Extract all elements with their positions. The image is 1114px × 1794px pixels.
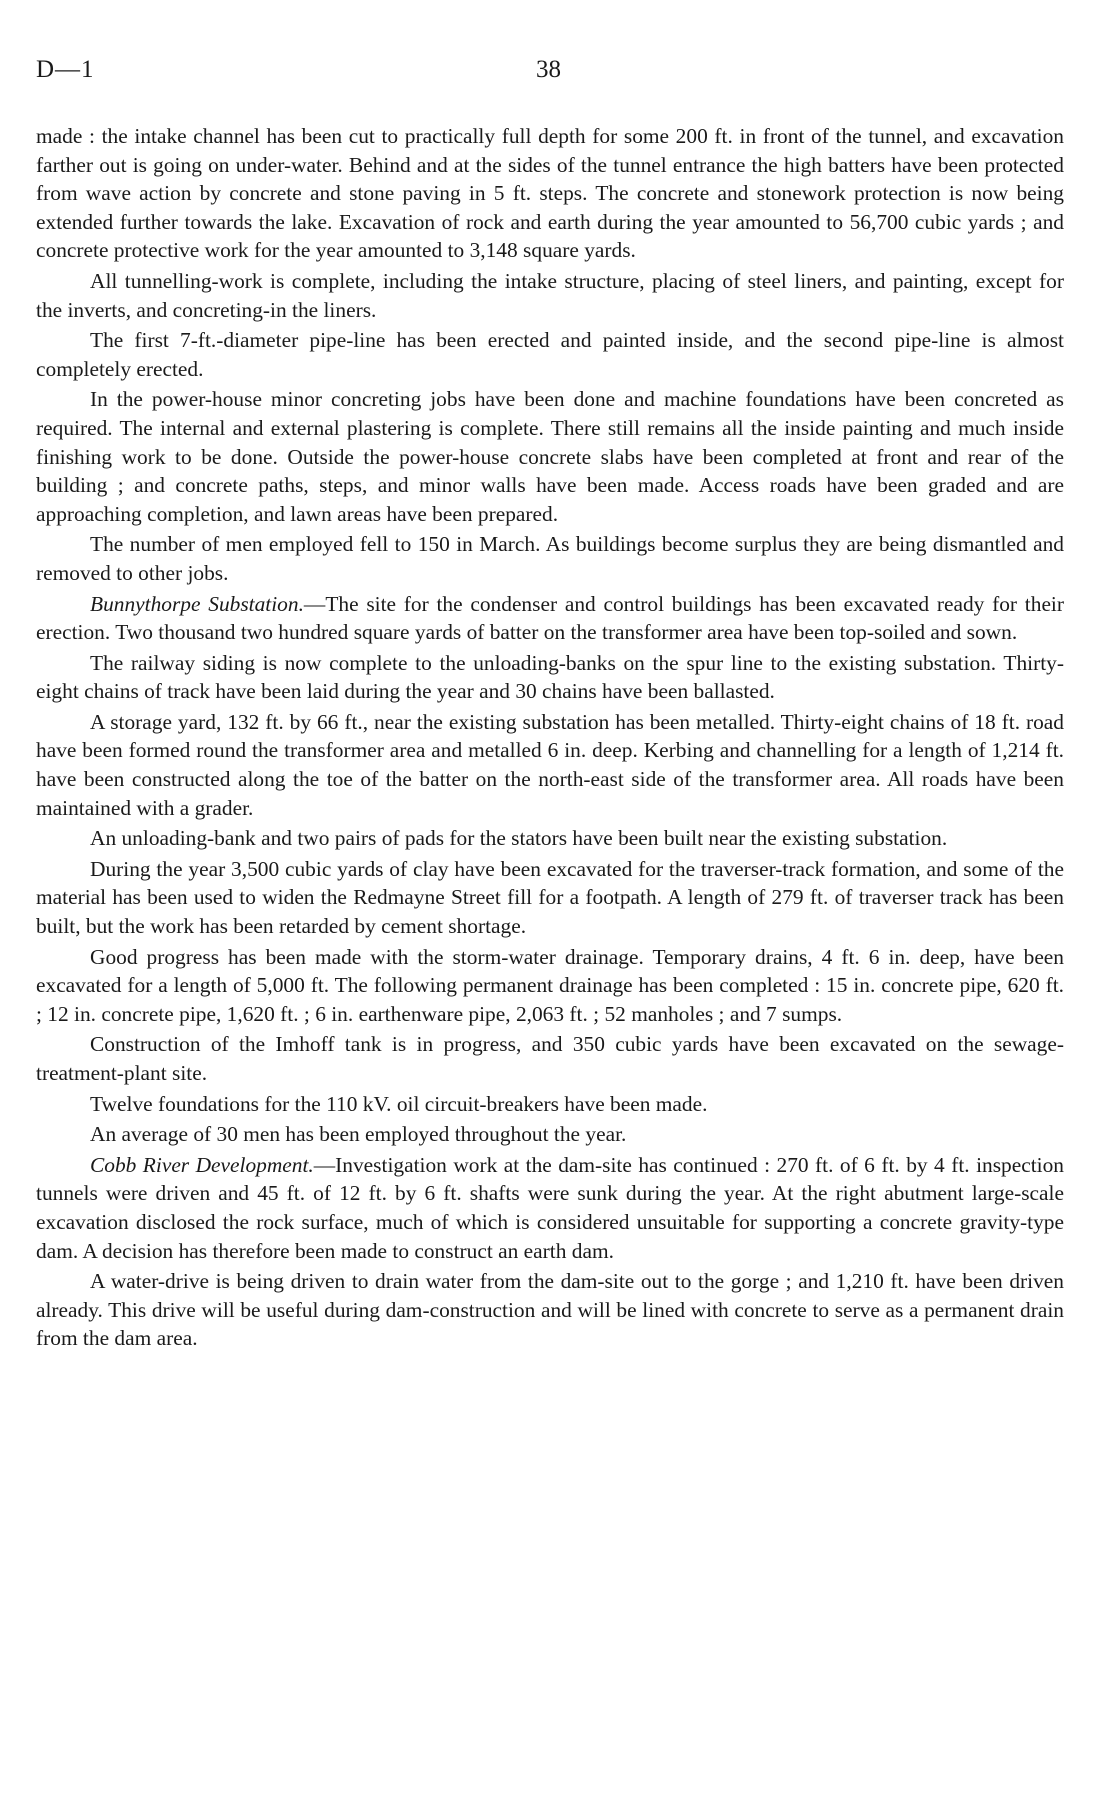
paragraph-text: —The site for the condenser and control buildings has been excavated ready for their erection. Two thousand two hundred square yards of batter on the transformer area have been top-soiled and sown. <box>36 591 1064 645</box>
paragraph-text: An average of 30 men has been employed throughout the year. <box>90 1122 627 1147</box>
paragraph <box>36 590 1064 647</box>
paragraph <box>36 708 1064 822</box>
paragraph-text: A storage yard, 132 ft. by 66 ft., near the existing substation has been metalled. Thirty-eight chains of 18 ft. road have been formed round the transformer area and metalled 6 in. deep. Kerbing and channelling for a length of 1,214 ft. have been constructed along the toe of the batter on the north-east side of the transformer area. All roads have been maintained with a grader. <box>36 709 1064 820</box>
document-id: D—1 <box>36 56 95 83</box>
paragraph <box>36 649 1064 706</box>
paragraph <box>36 267 1064 324</box>
paragraph-text: The number of men employed fell to 150 in March. As buildings become surplus they are being dismantled and removed to other jobs. <box>36 532 1064 585</box>
paragraph <box>36 1151 1064 1265</box>
paragraph-text: In the power-house minor concreting jobs have been done and machine foundations have been concreted as required. The internal and external plastering is complete. There still remains all the inside painting and much inside finishing work to be done. Outside the power-house concrete slabs have been completed at front and rear of the building ; and concrete paths, steps, and minor walls have been made. Access roads have been graded and are approaching completion, and lawn areas have been prepared. <box>36 387 1064 526</box>
paragraph-text: made : the intake channel has been cut to practically full depth for some 200 ft. in front of the tunnel, and excavation farther out is going on under-water. Behind and at the sides of the tunnel entrance the high batters have been protected from wave action by concrete and stone paving in 5 ft. steps. The concrete and stonework protection is now being extended further towards the lake. Excavation of rock and earth during the year amounted to 56,700 cubic yards ; and concrete protective work for the year amounted to 3,148 square yards. <box>36 124 1064 263</box>
paragraph-text: During the year 3,500 cubic yards of clay have been excavated for the traverser-track formation, and some of the material has been used to widen the Redmayne Street fill for a footpath. A length of 279 ft. of traverser track has been built, but the work has been retarded by cement shortage. <box>36 856 1064 939</box>
paragraph <box>36 855 1064 941</box>
paragraph <box>36 1267 1064 1353</box>
paragraph <box>36 943 1064 1029</box>
paragraph-text: The first 7-ft.-diameter pipe-line has been erected and painted inside, and the second pipe-line is almost completely erected. <box>36 328 1064 381</box>
paragraph-text: An unloading-bank and two pairs of pads for the stators have been built near the existing substation. <box>90 826 948 851</box>
paragraph-text: Twelve foundations for the 110 kV. oil circuit-breakers have been made. <box>90 1091 708 1116</box>
paragraph <box>36 824 1064 853</box>
section-heading: Cobb River Development. <box>90 1152 314 1177</box>
paragraph <box>36 1030 1064 1087</box>
paragraph-text: Good progress has been made with the storm-water drainage. Temporary drains, 4 ft. 6 in. deep, have been excavated for a length of 5,000 ft. The following permanent drainage has been completed : 15 in. concrete pipe, 620 ft. ; 12 in. concrete pipe, 1,620 ft. ; 6 in. earthenware pipe, 2,063 ft. ; 52 manholes ; and 7 sumps. <box>36 944 1064 1026</box>
paragraph <box>36 385 1064 528</box>
paragraph <box>36 1090 1064 1119</box>
paragraph <box>36 530 1064 587</box>
paragraph-text: Construction of the Imhoff tank is in progress, and 350 cubic yards have been excavated on the sewage-treatment-plant site. <box>36 1032 1064 1085</box>
paragraph-text: —Investigation work at the dam-site has continued : 270 ft. of 6 ft. by 4 ft. inspection tunnels were driven and 45 ft. of 12 ft. by 6 ft. shafts were sunk during the year. At the right abutment large-scale excavation disclosed the rock surface, much of which is considered unsuitable for supporting a concrete gravity-type dam. A decision has therefore been made to construct an earth dam. <box>36 1152 1065 1263</box>
paragraph <box>36 326 1064 383</box>
paragraph <box>36 122 1064 265</box>
paragraph-text: The railway siding is now complete to the unloading-banks on the spur line to the existing substation. Thirty-eight chains of track have been laid during the year and 30 chains have been ballasted. <box>36 650 1064 704</box>
paragraph-text: All tunnelling-work is complete, including the intake structure, placing of steel liners, and painting, except for the inverts, and concreting-in the liners. <box>36 268 1064 322</box>
page-header <box>36 56 1078 88</box>
page-number: 38 <box>536 56 561 83</box>
paragraph-text: A water-drive is being driven to drain water from the dam-site out to the gorge ; and 1,210 ft. have been driven already. This drive will be useful during dam-construction and will be lined with concrete to serve as a permanent drain from the dam area. <box>36 1269 1064 1351</box>
section-heading: Bunnythorpe Substation. <box>90 591 304 616</box>
document-body <box>36 122 1064 1355</box>
paragraph <box>36 1120 1064 1149</box>
